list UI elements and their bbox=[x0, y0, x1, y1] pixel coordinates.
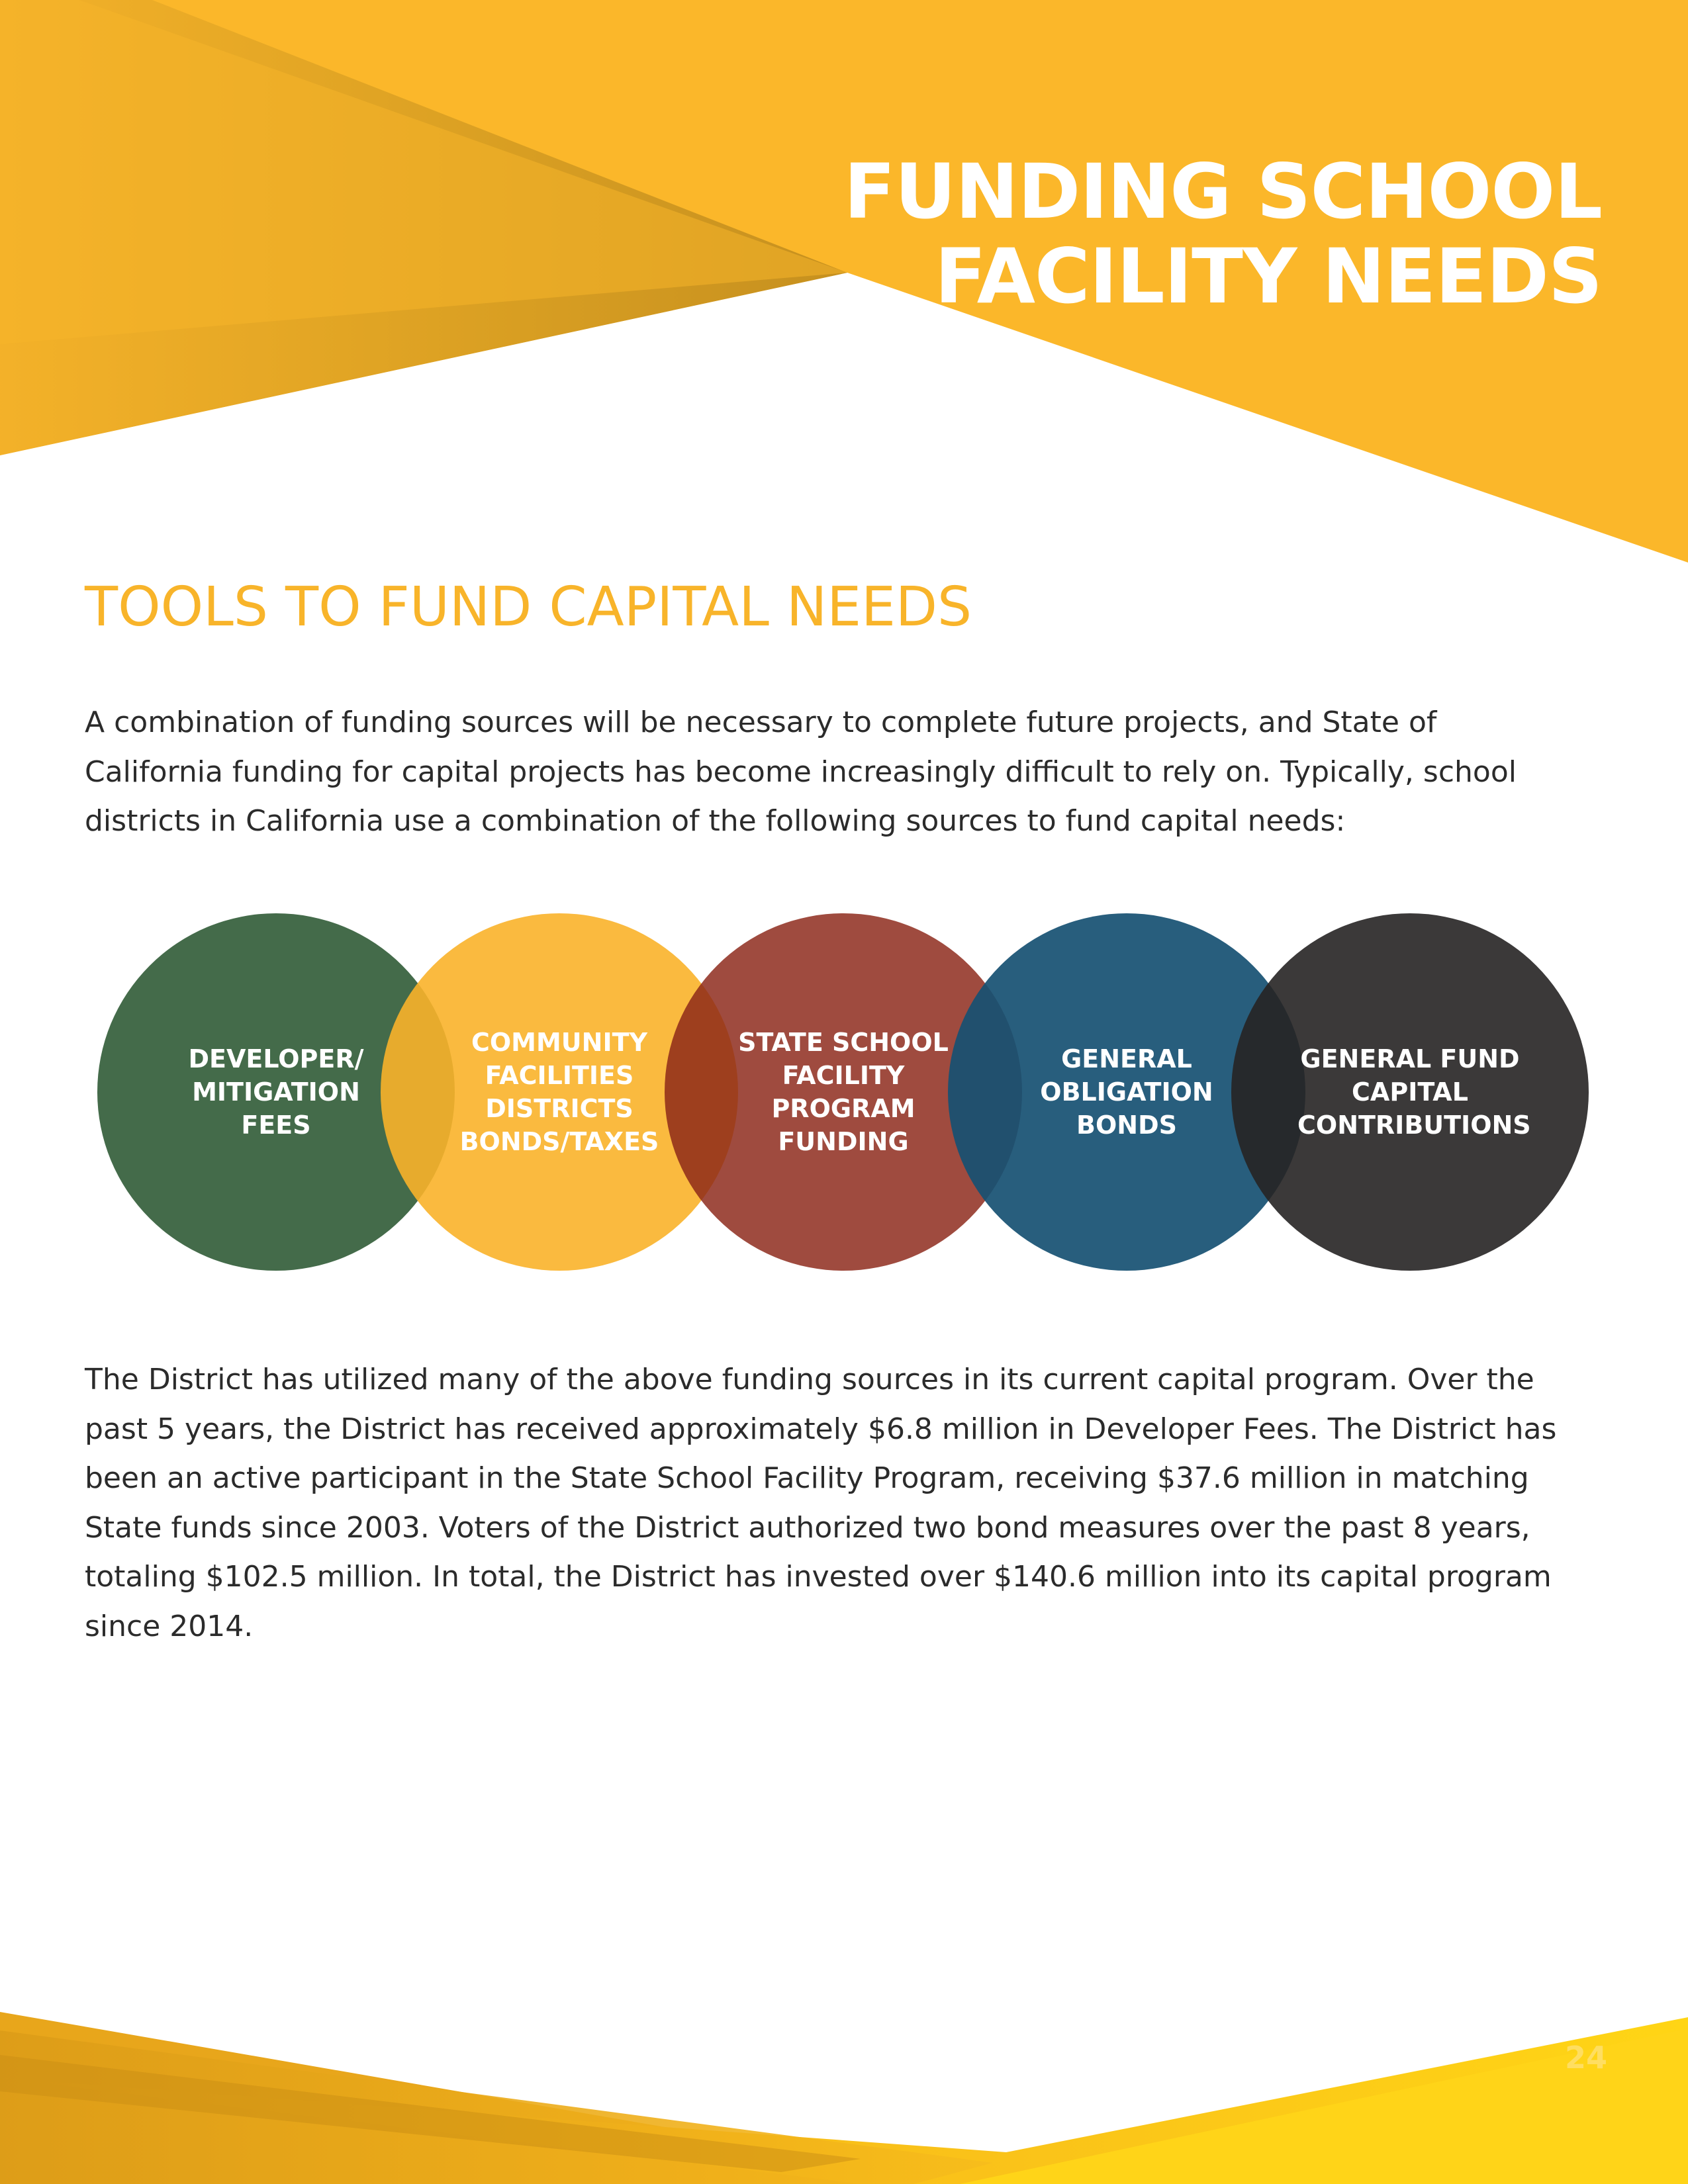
page-title-line2: FACILITY NEEDS bbox=[934, 232, 1602, 321]
funding-circle-general-fund bbox=[1231, 913, 1589, 1271]
page-title-line1: FUNDING SCHOOL bbox=[843, 148, 1602, 236]
funding-circle-label: STATE SCHOOL FACILITY PROGRAM FUNDING bbox=[738, 1028, 949, 1156]
funding-circle-label: COMMUNITY FACILITIES DISTRICTS BONDS/TAXES bbox=[459, 1028, 659, 1156]
funding-circle-label: DEVELOPER/ MITIGATION FEES bbox=[188, 1044, 364, 1140]
funding-circle-label: GENERAL FUND CAPITAL CONTRIBUTIONS bbox=[1297, 1044, 1531, 1140]
section-heading: TOOLS TO FUND CAPITAL NEEDS bbox=[85, 576, 972, 639]
page-number: 24 bbox=[1564, 2040, 1607, 2075]
funding-circle-label: GENERAL OBLIGATION BONDS bbox=[1040, 1044, 1213, 1140]
summary-paragraph: The District has utilized many of the above funding sources in its current capital program. Over the past 5 years, the District has received approximately $6.8 million in Developer Fees. The District has been an active participant in the State School Facility Program, receiving $37.6 million in matching State funds since 2003. Voters of the District authorized two bond measures over the past 8 years, totaling $102.5 million. In total, the District has invested over $140.6 million into its capital program since 2014. bbox=[85, 1363, 1557, 1643]
intro-paragraph: A combination of funding sources will be necessary to complete future projects, and State of California funding for capital projects has become increasingly difficult to rely on. Typically, school districts in California use a combination of the following sources to fund capital needs: bbox=[85, 705, 1517, 838]
